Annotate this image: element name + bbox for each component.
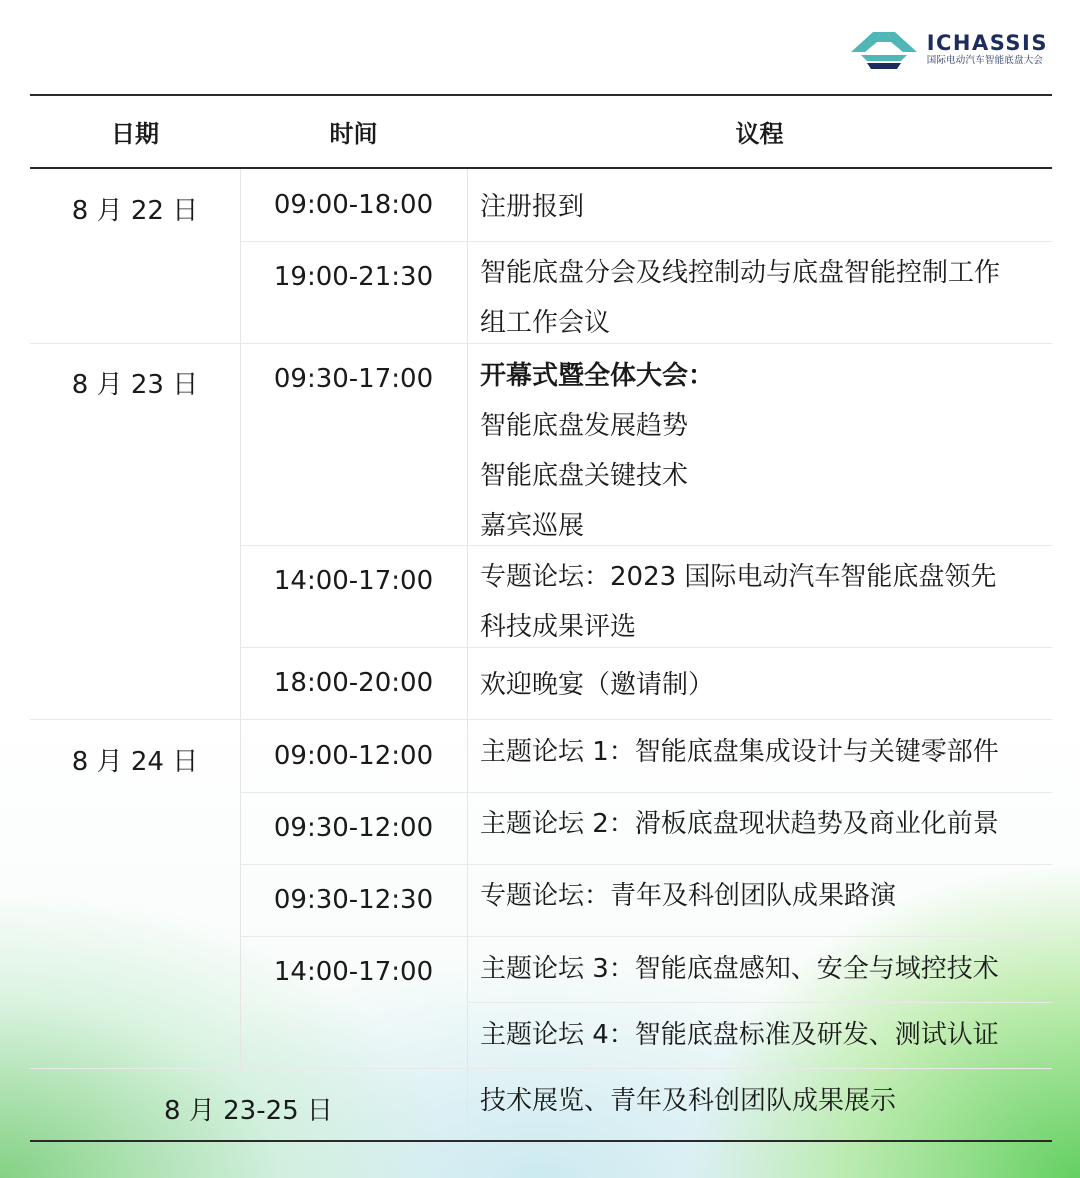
agenda-line: 专题论坛：2023 国际电动汽车智能底盘领先 bbox=[480, 562, 997, 592]
agenda-item bbox=[467, 1076, 1052, 1126]
agenda-line: 智能底盘关键技术 bbox=[480, 461, 689, 491]
row-divider bbox=[240, 864, 1052, 865]
agenda-line: 智能底盘发展趋势 bbox=[480, 411, 689, 441]
logo-wordmark: ICHASSIS bbox=[926, 31, 1048, 55]
agenda-session-title: 开幕式暨全体大会： bbox=[480, 361, 715, 391]
agenda-item bbox=[467, 182, 1052, 232]
row-divider bbox=[240, 241, 1052, 242]
agenda-line: 组工作会议 bbox=[480, 308, 611, 338]
logo-subtitle: 国际电动汽车智能底盘大会 bbox=[926, 55, 1044, 66]
time-cell: 14:00-17:00 bbox=[273, 957, 434, 987]
date-aug-22: 8 月 22 日 bbox=[71, 196, 199, 226]
column-divider-date bbox=[240, 169, 241, 1069]
header-time: 时间 bbox=[329, 120, 378, 148]
time-cell: 09:00-18:00 bbox=[273, 190, 434, 220]
row-divider bbox=[240, 792, 1052, 793]
agenda-line: 主题论坛 2：滑板底盘现状趋势及商业化前景 bbox=[480, 809, 999, 839]
ichassis-logo bbox=[851, 30, 1048, 70]
date-aug-23-25: 8 月 23-25 日 bbox=[164, 1096, 333, 1126]
agenda-item bbox=[467, 660, 1052, 710]
agenda-item bbox=[467, 248, 1052, 348]
time-cell: 14:00-17:00 bbox=[273, 566, 434, 596]
agenda-item bbox=[467, 351, 1052, 551]
agenda-line: 主题论坛 1：智能底盘集成设计与关键零部件 bbox=[480, 737, 999, 767]
header-date: 日期 bbox=[111, 120, 159, 148]
agenda-line: 科技成果评选 bbox=[480, 612, 637, 642]
time-cell: 09:30-12:00 bbox=[273, 813, 434, 843]
chassis-logo-icon bbox=[851, 30, 917, 70]
agenda-item bbox=[467, 871, 1052, 921]
agenda-line: 技术展览、青年及科创团队成果展示 bbox=[480, 1086, 897, 1116]
row-divider bbox=[30, 719, 1052, 720]
agenda-item bbox=[467, 1010, 1052, 1060]
date-aug-24: 8 月 24 日 bbox=[71, 747, 199, 777]
time-cell: 09:30-17:00 bbox=[273, 364, 434, 394]
time-cell: 18:00-20:00 bbox=[273, 668, 434, 698]
row-divider bbox=[30, 1068, 1052, 1069]
agenda-line: 专题论坛：青年及科创团队成果路演 bbox=[480, 881, 897, 911]
date-aug-23: 8 月 23 日 bbox=[71, 370, 199, 400]
agenda-line: 智能底盘分会及线控制动与底盘智能控制工作 bbox=[480, 258, 1001, 288]
agenda-line: 主题论坛 4：智能底盘标准及研发、测试认证 bbox=[480, 1020, 999, 1050]
agenda-item bbox=[467, 799, 1052, 849]
header-agenda: 议程 bbox=[735, 120, 784, 148]
agenda-line: 主题论坛 3：智能底盘感知、安全与域控技术 bbox=[480, 954, 999, 984]
agenda-line: 注册报到 bbox=[480, 192, 585, 222]
agenda-line: 嘉宾巡展 bbox=[480, 511, 585, 541]
agenda-line: 欢迎晚宴（邀请制） bbox=[480, 670, 715, 700]
time-cell: 09:30-12:30 bbox=[273, 885, 434, 915]
table-bottom-rule bbox=[30, 1140, 1052, 1142]
agenda-item bbox=[467, 552, 1052, 652]
table-header-rule bbox=[30, 167, 1052, 169]
agenda-item bbox=[467, 944, 1052, 994]
time-cell: 09:00-12:00 bbox=[273, 741, 434, 771]
row-divider bbox=[240, 936, 1052, 937]
time-cell: 19:00-21:30 bbox=[273, 262, 434, 292]
row-divider bbox=[467, 1002, 1052, 1003]
agenda-item bbox=[467, 727, 1052, 777]
